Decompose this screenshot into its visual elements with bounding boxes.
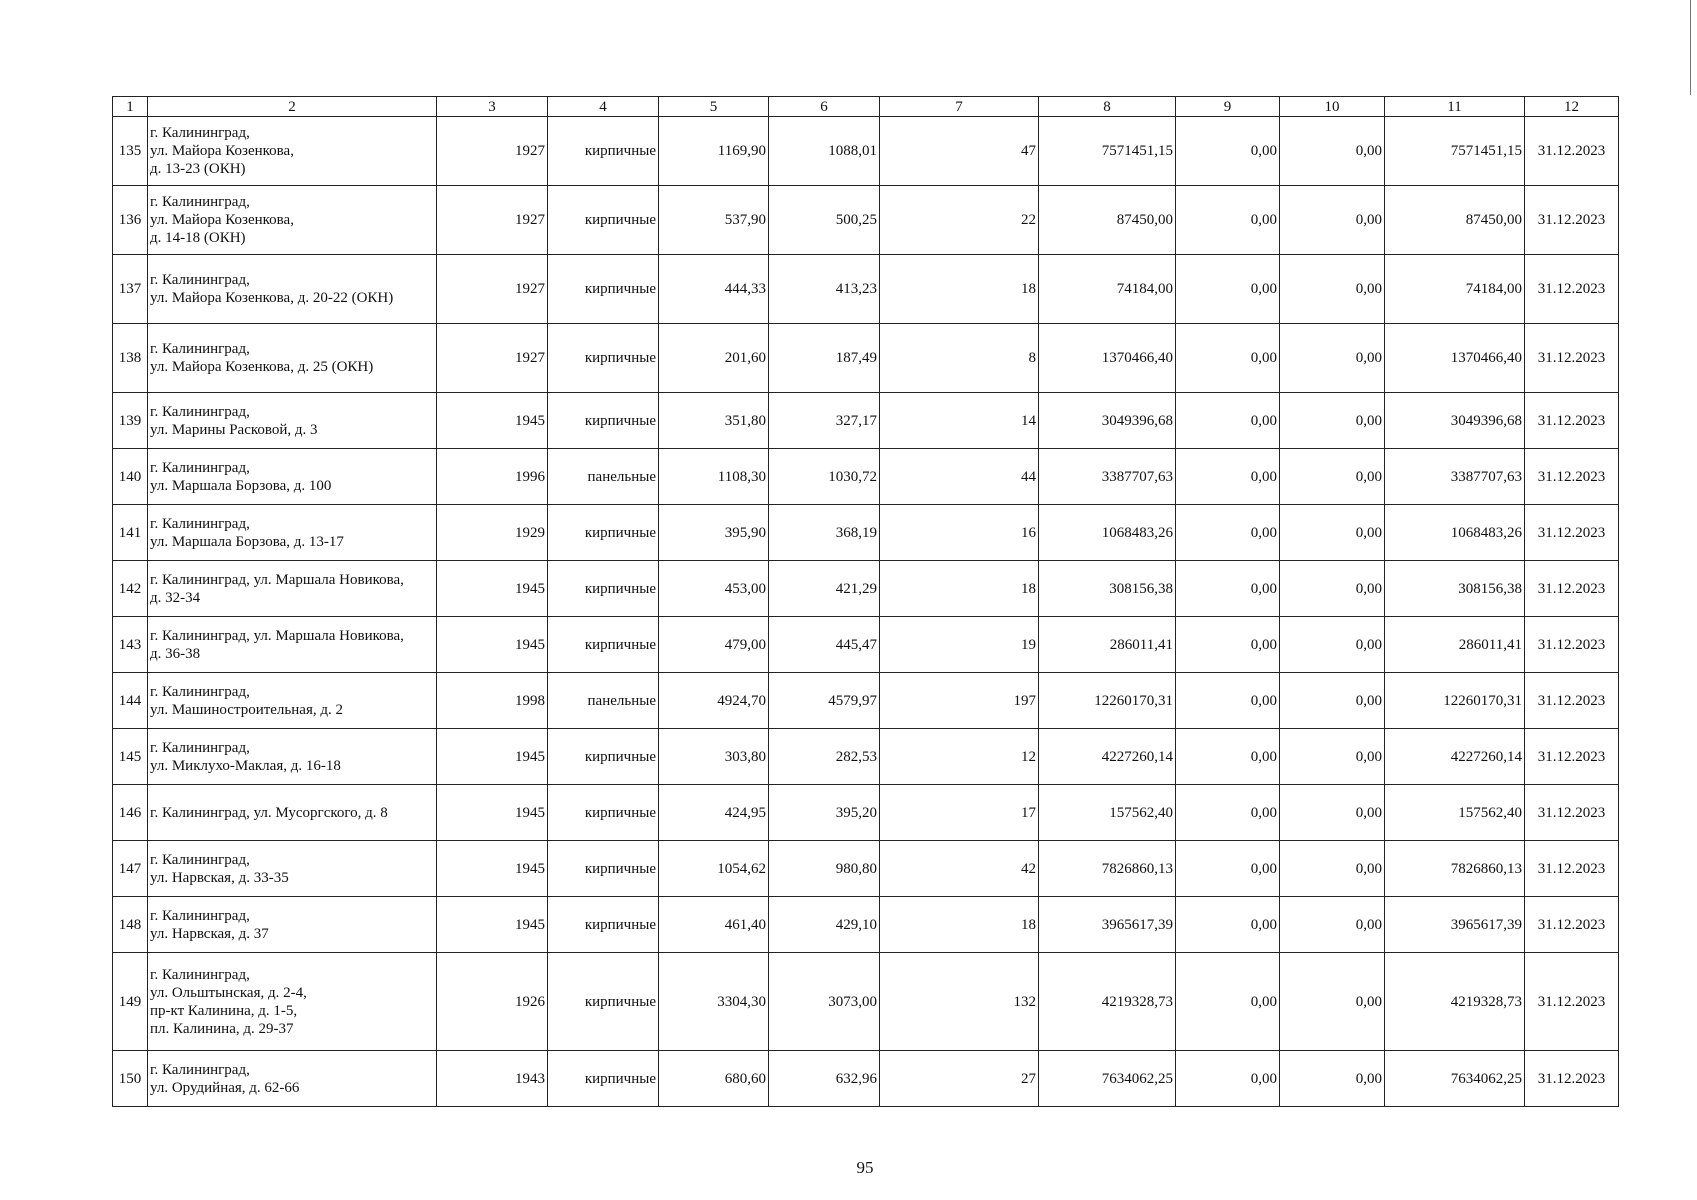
- row-number: 140: [113, 449, 148, 505]
- col11-cell: 7571451,15: [1385, 117, 1525, 186]
- col11-cell: 308156,38: [1385, 561, 1525, 617]
- wall-material-cell: кирпичные: [548, 897, 659, 953]
- col10-cell: 0,00: [1280, 186, 1385, 255]
- page-number: 95: [856, 1158, 874, 1177]
- wall-material-cell: панельные: [548, 449, 659, 505]
- year-cell: 1929: [437, 505, 548, 561]
- col10-cell: 0,00: [1280, 1051, 1385, 1107]
- col7-cell: 47: [880, 117, 1039, 186]
- date-cell: 31.12.2023: [1525, 1051, 1619, 1107]
- address-cell: г. Калининград, ул. Маршала Борзова, д. 13-17: [148, 505, 437, 561]
- date-cell: 31.12.2023: [1525, 785, 1619, 841]
- col5-cell: 1108,30: [659, 449, 769, 505]
- col9-cell: 0,00: [1176, 117, 1280, 186]
- col7-cell: 18: [880, 255, 1039, 324]
- row-number: 142: [113, 561, 148, 617]
- col5-cell: 201,60: [659, 324, 769, 393]
- col-header: 12: [1525, 97, 1619, 117]
- address-cell: г. Калининград, ул. Ольштынская, д. 2-4, пр-кт Калинина, д. 1-5, пл. Калинина, д. 29-37: [148, 953, 437, 1051]
- col8-cell: 308156,38: [1039, 561, 1176, 617]
- col5-cell: 1054,62: [659, 841, 769, 897]
- col11-cell: 1370466,40: [1385, 324, 1525, 393]
- row-number: 141: [113, 505, 148, 561]
- address-cell: г. Калининград, ул. Маршала Борзова, д. 100: [148, 449, 437, 505]
- col-header: 3: [437, 97, 548, 117]
- col11-cell: 3049396,68: [1385, 393, 1525, 449]
- col6-cell: 4579,97: [769, 673, 880, 729]
- table-row: [113, 1051, 1619, 1107]
- col11-cell: 74184,00: [1385, 255, 1525, 324]
- address-cell: г. Калининград, ул. Миклухо-Маклая, д. 16-18: [148, 729, 437, 785]
- col5-cell: 303,80: [659, 729, 769, 785]
- address-cell: г. Калининград, ул. Майора Козенкова, д. 13-23 (ОКН): [148, 117, 437, 186]
- col9-cell: 0,00: [1176, 393, 1280, 449]
- col-header: 1: [113, 97, 148, 117]
- col7-cell: 14: [880, 393, 1039, 449]
- date-cell: 31.12.2023: [1525, 449, 1619, 505]
- table-row: [113, 953, 1619, 1051]
- col8-cell: 74184,00: [1039, 255, 1176, 324]
- address-cell: г. Калининград, ул. Маршала Новикова, д. 32-34: [148, 561, 437, 617]
- col7-cell: 27: [880, 1051, 1039, 1107]
- wall-material-cell: панельные: [548, 673, 659, 729]
- col9-cell: 0,00: [1176, 1051, 1280, 1107]
- table-row: [113, 449, 1619, 505]
- col7-cell: 8: [880, 324, 1039, 393]
- col-header: 10: [1280, 97, 1385, 117]
- col5-cell: 4924,70: [659, 673, 769, 729]
- row-number: 136: [113, 186, 148, 255]
- col6-cell: 368,19: [769, 505, 880, 561]
- housing-registry-table: [112, 96, 1619, 1107]
- wall-material-cell: кирпичные: [548, 117, 659, 186]
- date-cell: 31.12.2023: [1525, 117, 1619, 186]
- date-cell: 31.12.2023: [1525, 953, 1619, 1051]
- col9-cell: 0,00: [1176, 897, 1280, 953]
- year-cell: 1945: [437, 729, 548, 785]
- col9-cell: 0,00: [1176, 255, 1280, 324]
- col8-cell: 7634062,25: [1039, 1051, 1176, 1107]
- wall-material-cell: кирпичные: [548, 255, 659, 324]
- col7-cell: 22: [880, 186, 1039, 255]
- col5-cell: 3304,30: [659, 953, 769, 1051]
- row-number: 148: [113, 897, 148, 953]
- table-row: [113, 255, 1619, 324]
- table-row: [113, 897, 1619, 953]
- date-cell: 31.12.2023: [1525, 617, 1619, 673]
- col9-cell: 0,00: [1176, 324, 1280, 393]
- address-cell: г. Калининград, ул. Майора Козенкова, д. 20-22 (ОКН): [148, 255, 437, 324]
- table-row: [113, 841, 1619, 897]
- date-cell: 31.12.2023: [1525, 186, 1619, 255]
- col8-cell: 1370466,40: [1039, 324, 1176, 393]
- table-row: [113, 729, 1619, 785]
- table-row: [113, 785, 1619, 841]
- col5-cell: 424,95: [659, 785, 769, 841]
- year-cell: 1927: [437, 186, 548, 255]
- table-row: [113, 186, 1619, 255]
- col6-cell: 980,80: [769, 841, 880, 897]
- col9-cell: 0,00: [1176, 785, 1280, 841]
- table-row: [113, 117, 1619, 186]
- col8-cell: 12260170,31: [1039, 673, 1176, 729]
- year-cell: 1945: [437, 561, 548, 617]
- row-number: 149: [113, 953, 148, 1051]
- col7-cell: 19: [880, 617, 1039, 673]
- col8-cell: 7826860,13: [1039, 841, 1176, 897]
- address-cell: г. Калининград, ул. Орудийная, д. 62-66: [148, 1051, 437, 1107]
- col8-cell: 157562,40: [1039, 785, 1176, 841]
- col7-cell: 18: [880, 897, 1039, 953]
- col-header: 4: [548, 97, 659, 117]
- col5-cell: 461,40: [659, 897, 769, 953]
- col10-cell: 0,00: [1280, 561, 1385, 617]
- col-header: 7: [880, 97, 1039, 117]
- col5-cell: 351,80: [659, 393, 769, 449]
- col-header: 5: [659, 97, 769, 117]
- col9-cell: 0,00: [1176, 673, 1280, 729]
- wall-material-cell: кирпичные: [548, 186, 659, 255]
- year-cell: 1945: [437, 785, 548, 841]
- col6-cell: 3073,00: [769, 953, 880, 1051]
- table-row: [113, 505, 1619, 561]
- col8-cell: 286011,41: [1039, 617, 1176, 673]
- wall-material-cell: кирпичные: [548, 324, 659, 393]
- wall-material-cell: кирпичные: [548, 841, 659, 897]
- row-number: 145: [113, 729, 148, 785]
- col6-cell: 500,25: [769, 186, 880, 255]
- col10-cell: 0,00: [1280, 393, 1385, 449]
- col6-cell: 282,53: [769, 729, 880, 785]
- col8-cell: 3387707,63: [1039, 449, 1176, 505]
- date-cell: 31.12.2023: [1525, 255, 1619, 324]
- address-cell: г. Калининград, ул. Мусоргского, д. 8: [148, 785, 437, 841]
- col7-cell: 44: [880, 449, 1039, 505]
- col9-cell: 0,00: [1176, 729, 1280, 785]
- col6-cell: 445,47: [769, 617, 880, 673]
- date-cell: 31.12.2023: [1525, 505, 1619, 561]
- row-number: 139: [113, 393, 148, 449]
- col10-cell: 0,00: [1280, 953, 1385, 1051]
- col9-cell: 0,00: [1176, 561, 1280, 617]
- row-number: 135: [113, 117, 148, 186]
- year-cell: 1945: [437, 897, 548, 953]
- col10-cell: 0,00: [1280, 449, 1385, 505]
- col8-cell: 87450,00: [1039, 186, 1176, 255]
- col7-cell: 18: [880, 561, 1039, 617]
- col8-cell: 7571451,15: [1039, 117, 1176, 186]
- col7-cell: 42: [880, 841, 1039, 897]
- col6-cell: 187,49: [769, 324, 880, 393]
- year-cell: 1998: [437, 673, 548, 729]
- col5-cell: 1169,90: [659, 117, 769, 186]
- wall-material-cell: кирпичные: [548, 505, 659, 561]
- address-cell: г. Калининград, ул. Нарвская, д. 37: [148, 897, 437, 953]
- address-cell: г. Калининград, ул. Марины Расковой, д. 3: [148, 393, 437, 449]
- col11-cell: 157562,40: [1385, 785, 1525, 841]
- address-cell: г. Калининград, ул. Майора Козенкова, д. 25 (ОКН): [148, 324, 437, 393]
- column-number-row: [113, 97, 1619, 117]
- date-cell: 31.12.2023: [1525, 841, 1619, 897]
- year-cell: 1926: [437, 953, 548, 1051]
- year-cell: 1996: [437, 449, 548, 505]
- date-cell: 31.12.2023: [1525, 393, 1619, 449]
- col10-cell: 0,00: [1280, 673, 1385, 729]
- row-number: 138: [113, 324, 148, 393]
- row-number: 137: [113, 255, 148, 324]
- row-number: 150: [113, 1051, 148, 1107]
- table-row: [113, 393, 1619, 449]
- col6-cell: 421,29: [769, 561, 880, 617]
- date-cell: 31.12.2023: [1525, 897, 1619, 953]
- col-header: 8: [1039, 97, 1176, 117]
- year-cell: 1927: [437, 117, 548, 186]
- wall-material-cell: кирпичные: [548, 393, 659, 449]
- wall-material-cell: кирпичные: [548, 1051, 659, 1107]
- col10-cell: 0,00: [1280, 117, 1385, 186]
- col10-cell: 0,00: [1280, 505, 1385, 561]
- wall-material-cell: кирпичные: [548, 729, 659, 785]
- col7-cell: 17: [880, 785, 1039, 841]
- col-header: 2: [148, 97, 437, 117]
- col6-cell: 327,17: [769, 393, 880, 449]
- wall-material-cell: кирпичные: [548, 561, 659, 617]
- col8-cell: 3049396,68: [1039, 393, 1176, 449]
- col5-cell: 479,00: [659, 617, 769, 673]
- row-number: 146: [113, 785, 148, 841]
- address-cell: г. Калининград, ул. Нарвская, д. 33-35: [148, 841, 437, 897]
- col10-cell: 0,00: [1280, 841, 1385, 897]
- page-edge-line: [1690, 0, 1691, 95]
- col8-cell: 4227260,14: [1039, 729, 1176, 785]
- address-cell: г. Калининград, ул. Маршала Новикова, д. 36-38: [148, 617, 437, 673]
- col11-cell: 7634062,25: [1385, 1051, 1525, 1107]
- wall-material-cell: кирпичные: [548, 785, 659, 841]
- col9-cell: 0,00: [1176, 841, 1280, 897]
- table-row: [113, 561, 1619, 617]
- col7-cell: 132: [880, 953, 1039, 1051]
- table-row: [113, 324, 1619, 393]
- date-cell: 31.12.2023: [1525, 561, 1619, 617]
- col5-cell: 680,60: [659, 1051, 769, 1107]
- col9-cell: 0,00: [1176, 186, 1280, 255]
- row-number: 147: [113, 841, 148, 897]
- col10-cell: 0,00: [1280, 897, 1385, 953]
- col10-cell: 0,00: [1280, 255, 1385, 324]
- col11-cell: 7826860,13: [1385, 841, 1525, 897]
- year-cell: 1927: [437, 255, 548, 324]
- address-cell: г. Калининград, ул. Машиностроительная, д. 2: [148, 673, 437, 729]
- col11-cell: 3965617,39: [1385, 897, 1525, 953]
- col11-cell: 286011,41: [1385, 617, 1525, 673]
- col7-cell: 12: [880, 729, 1039, 785]
- date-cell: 31.12.2023: [1525, 673, 1619, 729]
- year-cell: 1945: [437, 393, 548, 449]
- year-cell: 1927: [437, 324, 548, 393]
- col-header: 11: [1385, 97, 1525, 117]
- address-cell: г. Калининград, ул. Майора Козенкова, д. 14-18 (ОКН): [148, 186, 437, 255]
- col8-cell: 1068483,26: [1039, 505, 1176, 561]
- col11-cell: 1068483,26: [1385, 505, 1525, 561]
- col10-cell: 0,00: [1280, 729, 1385, 785]
- col11-cell: 87450,00: [1385, 186, 1525, 255]
- col6-cell: 1030,72: [769, 449, 880, 505]
- col5-cell: 395,90: [659, 505, 769, 561]
- col7-cell: 16: [880, 505, 1039, 561]
- col11-cell: 4227260,14: [1385, 729, 1525, 785]
- col6-cell: 395,20: [769, 785, 880, 841]
- row-number: 144: [113, 673, 148, 729]
- year-cell: 1945: [437, 841, 548, 897]
- col6-cell: 1088,01: [769, 117, 880, 186]
- col8-cell: 4219328,73: [1039, 953, 1176, 1051]
- col11-cell: 12260170,31: [1385, 673, 1525, 729]
- col9-cell: 0,00: [1176, 953, 1280, 1051]
- wall-material-cell: кирпичные: [548, 953, 659, 1051]
- col10-cell: 0,00: [1280, 785, 1385, 841]
- col8-cell: 3965617,39: [1039, 897, 1176, 953]
- col5-cell: 444,33: [659, 255, 769, 324]
- col6-cell: 429,10: [769, 897, 880, 953]
- col7-cell: 197: [880, 673, 1039, 729]
- col9-cell: 0,00: [1176, 449, 1280, 505]
- col11-cell: 3387707,63: [1385, 449, 1525, 505]
- date-cell: 31.12.2023: [1525, 729, 1619, 785]
- col6-cell: 413,23: [769, 255, 880, 324]
- col-header: 9: [1176, 97, 1280, 117]
- col9-cell: 0,00: [1176, 617, 1280, 673]
- year-cell: 1945: [437, 617, 548, 673]
- col10-cell: 0,00: [1280, 617, 1385, 673]
- date-cell: 31.12.2023: [1525, 324, 1619, 393]
- table-row: [113, 673, 1619, 729]
- col6-cell: 632,96: [769, 1051, 880, 1107]
- table-row: [113, 617, 1619, 673]
- wall-material-cell: кирпичные: [548, 617, 659, 673]
- col9-cell: 0,00: [1176, 505, 1280, 561]
- col10-cell: 0,00: [1280, 324, 1385, 393]
- year-cell: 1943: [437, 1051, 548, 1107]
- row-number: 143: [113, 617, 148, 673]
- col-header: 6: [769, 97, 880, 117]
- col5-cell: 453,00: [659, 561, 769, 617]
- col11-cell: 4219328,73: [1385, 953, 1525, 1051]
- col5-cell: 537,90: [659, 186, 769, 255]
